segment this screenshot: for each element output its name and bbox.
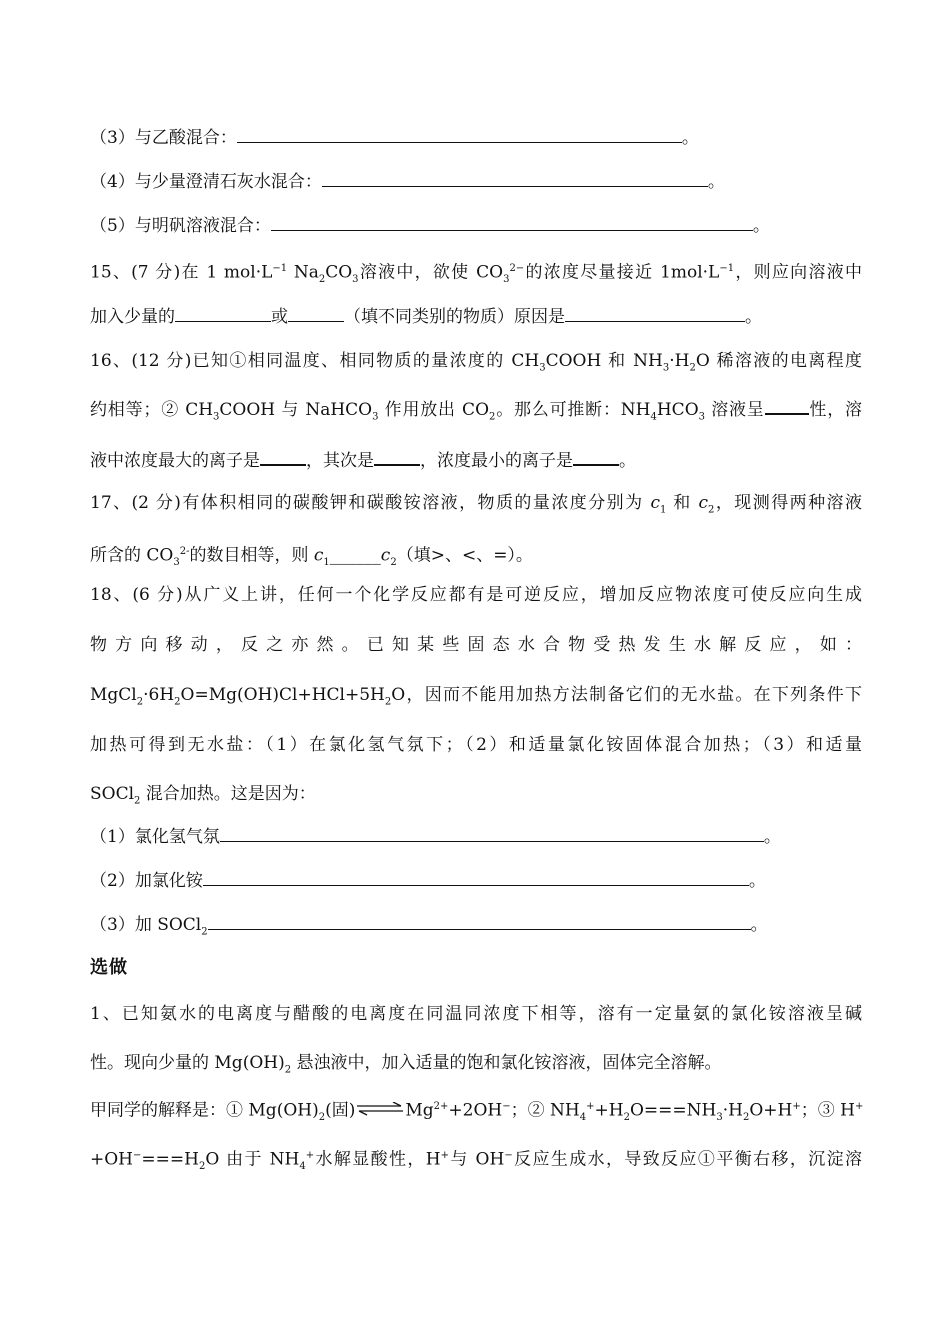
answer-line-4: （4）与少量澄清石灰水混合： 。 [90, 172, 725, 192]
answer-line-5: （5）与明矾溶液混合： 。 [90, 216, 770, 236]
answer-blank[interactable] [374, 449, 420, 466]
answer-blank[interactable] [220, 826, 764, 842]
answer-blank[interactable] [271, 215, 753, 231]
answer-blank[interactable]: ______ [329, 545, 381, 566]
question-18-line-4: 加热可得到无水盐：（1）在氯化氢气氛下；（2）和适量氯化铵固体混合加热；（3）和适量 [90, 735, 862, 755]
question-18-answer-2: （2）加氯化铵 。 [90, 871, 766, 891]
question-17-line-2: 所含的 $CO_3^{2-}$的数目相等，则 $c_1\_\_\_\_\_\_c_2$（填>、<、=）。 [90, 545, 533, 569]
question-17-line-1: 17、(2 分)有体积相同的碳酸钾和碳酸铵溶液，物质的量浓度分别为 $c_1$ 和 $c_2$，现测得两种溶液 [90, 493, 862, 516]
elective-question-1-line-1: 1、已知氨水的电离度与醋酸的电离度在同温同浓度下相等，溶有一定量氨的氯化铵溶液呈碱 [90, 1004, 862, 1024]
answer-blank[interactable] [288, 306, 344, 322]
answer-blank[interactable] [203, 870, 749, 886]
elective-question-1-line-3: 甲同学的解释是：① $Mg(OH)_2$(固) $Mg^{2+}+2OH^-$；② $NH_4^++H_2O===NH_3\cdot H_2O+H^+$；③ H+ [90, 1100, 864, 1124]
answer-blank[interactable] [260, 449, 306, 466]
elective-question-1-line-4: $+OH^-===H_2O$ 由于 $NH_4^+$水解显酸性，H+与 OH−反应生成水，导致反应①平衡右移，沉淀溶 [90, 1149, 863, 1173]
answer-blank[interactable] [237, 127, 682, 143]
answer-line-3: （3）与乙酸混合： 。 [90, 128, 699, 148]
question-15-line-1: 15、(7 分)在 1 $mol\cdot L^{-1}$ $Na_2CO_3$溶液中，欲使 $CO_3^{2-}$的浓度尽量接近 $1mol\cdot L^{-1}$，则应向溶液中 [90, 262, 862, 286]
question-18-line-2: 物 方 向 移 动 ， 反 之 亦 然 。 已 知 某 些 固 态 水 合 物 受 热 发 生 水 解 反 应 ， 如 ： [90, 635, 862, 655]
answer-blank[interactable] [322, 171, 708, 187]
question-18-line-1: 18、(6 分)从广义上讲，任何一个化学反应都有是可逆反应，增加反应物浓度可使反应向生成 [90, 585, 862, 605]
answer-blank[interactable] [175, 306, 271, 322]
answer-blank[interactable] [573, 449, 619, 466]
question-18-line-5: SOCl$_2$ 混合加热。这是因为： [90, 784, 316, 807]
question-18-line-3: $MgCl_2\cdot 6H_2O=Mg(OH)Cl+HCl+5H_2O$，因而不能用加热方法制备它们的无水盐。在下列条件下 [90, 685, 862, 708]
question-16-line-1: 16、(12 分)已知①相同温度、相同物质的量浓度的 $CH_3COOH$ 和 $NH_3\cdot H_2O$ 稀溶液的电离程度 [90, 351, 863, 374]
question-16-line-2: 约相等；② $CH_3COOH$ 与 NaHCO$_3$ 作用放出 $CO_2$。那么可推断：$NH_4HCO_3$ 溶液呈 性，溶 [90, 400, 863, 423]
elective-question-1-line-2: 性。现向少量的 $Mg(OH)_2$ 悬浊液中，加入适量的饱和氯化铵溶液，固体完全溶解。 [90, 1053, 722, 1076]
answer-blank[interactable] [565, 306, 745, 322]
section-heading-elective: 选做 [90, 957, 128, 978]
question-16-line-3: 液中浓度最大的离子是 ，其次是 ，浓度最小的离子是 。 [90, 451, 636, 471]
question-18-answer-1: （1）氯化氢气氛 。 [90, 827, 781, 847]
question-18-answer-3: （3）加 SOCl$_2$ 。 [90, 915, 768, 938]
answer-blank[interactable] [765, 398, 809, 415]
answer-blank[interactable] [208, 914, 751, 930]
equilibrium-arrow-icon [355, 1100, 405, 1122]
question-15-line-2: 加入少量的 或 （填不同类别的物质）原因是 。 [90, 307, 762, 327]
